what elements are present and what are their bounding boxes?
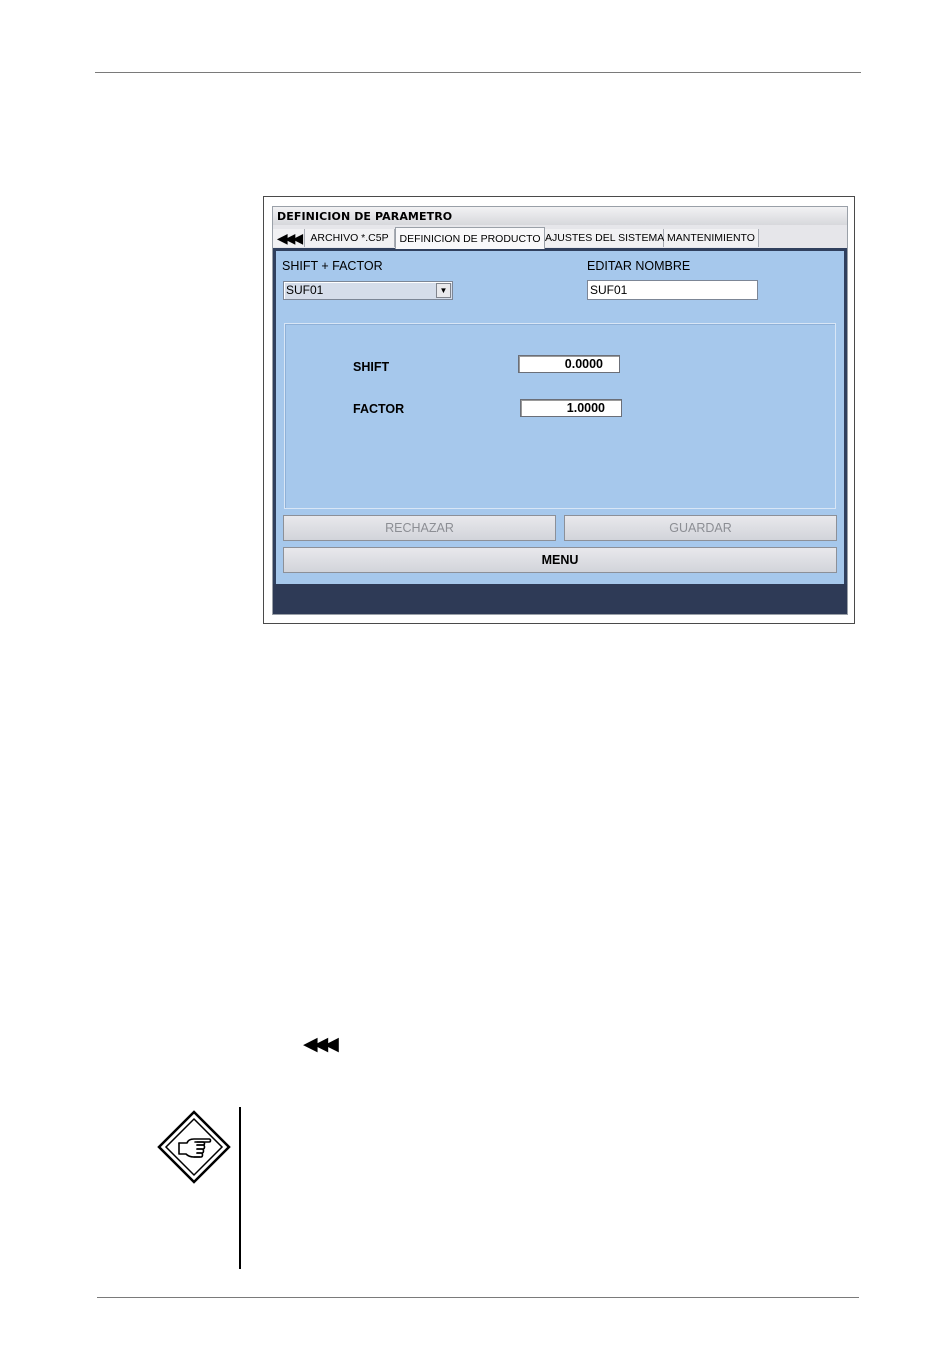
save-button[interactable]: GUARDAR <box>564 515 837 541</box>
reject-button[interactable]: RECHAZAR <box>283 515 556 541</box>
triple-left-arrow-icon: ◀◀◀ <box>303 1034 335 1055</box>
window-title: DEFINICION DE PARAMETRO <box>273 207 847 226</box>
tab-bar <box>273 225 847 251</box>
name-input[interactable]: SUF01 <box>587 280 758 300</box>
tab-mantenimiento[interactable]: MANTENIMIENTO <box>664 229 759 247</box>
status-strip <box>273 584 847 614</box>
main-panel <box>273 251 847 584</box>
factor-input[interactable]: 1.0000 <box>520 399 622 417</box>
tab-archivo[interactable]: ARCHIVO *.C5P <box>305 229 395 247</box>
select-value: SUF01 <box>286 283 324 297</box>
triple-left-arrow-icon: ◀◀◀ <box>276 230 301 246</box>
shift-input[interactable]: 0.0000 <box>518 355 620 373</box>
selector-label: SHIFT + FACTOR <box>282 259 383 273</box>
app-window <box>272 206 848 615</box>
back-tab-button[interactable] <box>273 229 305 247</box>
shift-label: SHIFT <box>353 360 390 374</box>
tab-ajustes-sistema[interactable]: AJUSTES DEL SISTEMA <box>545 229 664 247</box>
shift-factor-select[interactable] <box>283 281 453 300</box>
name-editor-label: EDITAR NOMBRE <box>587 259 691 273</box>
screenshot-frame <box>263 196 855 624</box>
menu-button[interactable]: MENU <box>283 547 837 573</box>
header-rule <box>95 72 861 73</box>
tab-definicion-producto[interactable]: DEFINICION DE PRODUCTO <box>395 227 545 249</box>
parameter-group <box>284 323 836 509</box>
factor-label: FACTOR <box>353 402 405 416</box>
pointing-hand-diamond-icon <box>157 1110 231 1184</box>
footer-rule <box>97 1297 859 1298</box>
chevron-down-icon[interactable]: ▼ <box>436 283 451 298</box>
note-divider <box>239 1107 241 1269</box>
